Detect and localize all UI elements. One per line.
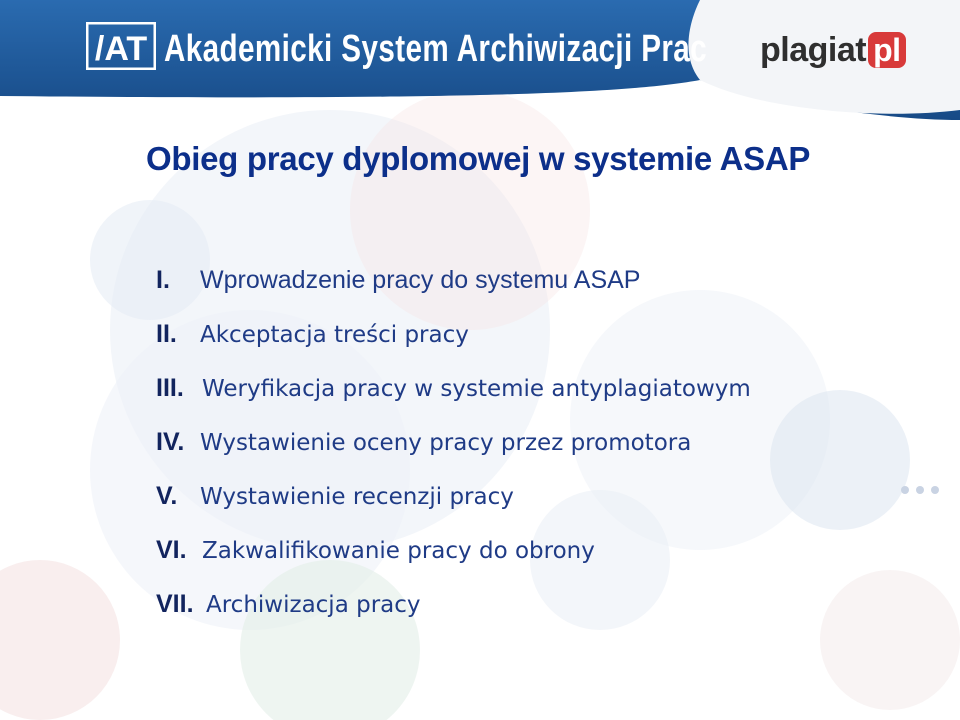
list-numeral: I. [156,266,170,294]
list-numeral: II. [156,320,177,348]
list-numeral: III. [156,374,184,402]
list-item [156,424,916,478]
list-item [156,262,916,316]
list-item-text: Zakwalifikowanie pracy do obrony [202,538,595,564]
workflow-list [156,262,916,640]
list-numeral: VII. [156,590,194,618]
list-numeral: VI. [156,536,187,564]
header-title: Akademicki System Archiwizacji Prac [164,28,708,70]
list-item-text: Weryfikacja pracy w systemie antyplagiatowym [202,376,751,402]
list-item-text: Wprowadzenie pracy do systemu ASAP [200,266,641,294]
list-item [156,370,916,424]
list-item [156,478,916,532]
list-item-text: Akceptacja treści pracy [200,322,469,348]
brand-tld: pl [868,32,905,68]
list-item-text: Wystawienie recenzji pracy [200,484,514,510]
slide-title: Obieg pracy dyplomowej w systemie ASAP [146,140,811,177]
list-item-text: Wystawienie oceny pracy przez promotora [200,430,692,456]
svg-text:/AT: /AT [94,30,148,68]
list-item-text: Archiwizacja pracy [206,592,421,618]
plagiat-logo[interactable] [760,30,906,70]
list-item [156,316,916,370]
list-item [156,586,916,640]
brand-name: plagiat [760,31,867,69]
list-item [156,532,916,586]
list-numeral: IV. [156,428,185,456]
list-numeral: V. [156,482,178,510]
asap-logo [86,22,156,70]
